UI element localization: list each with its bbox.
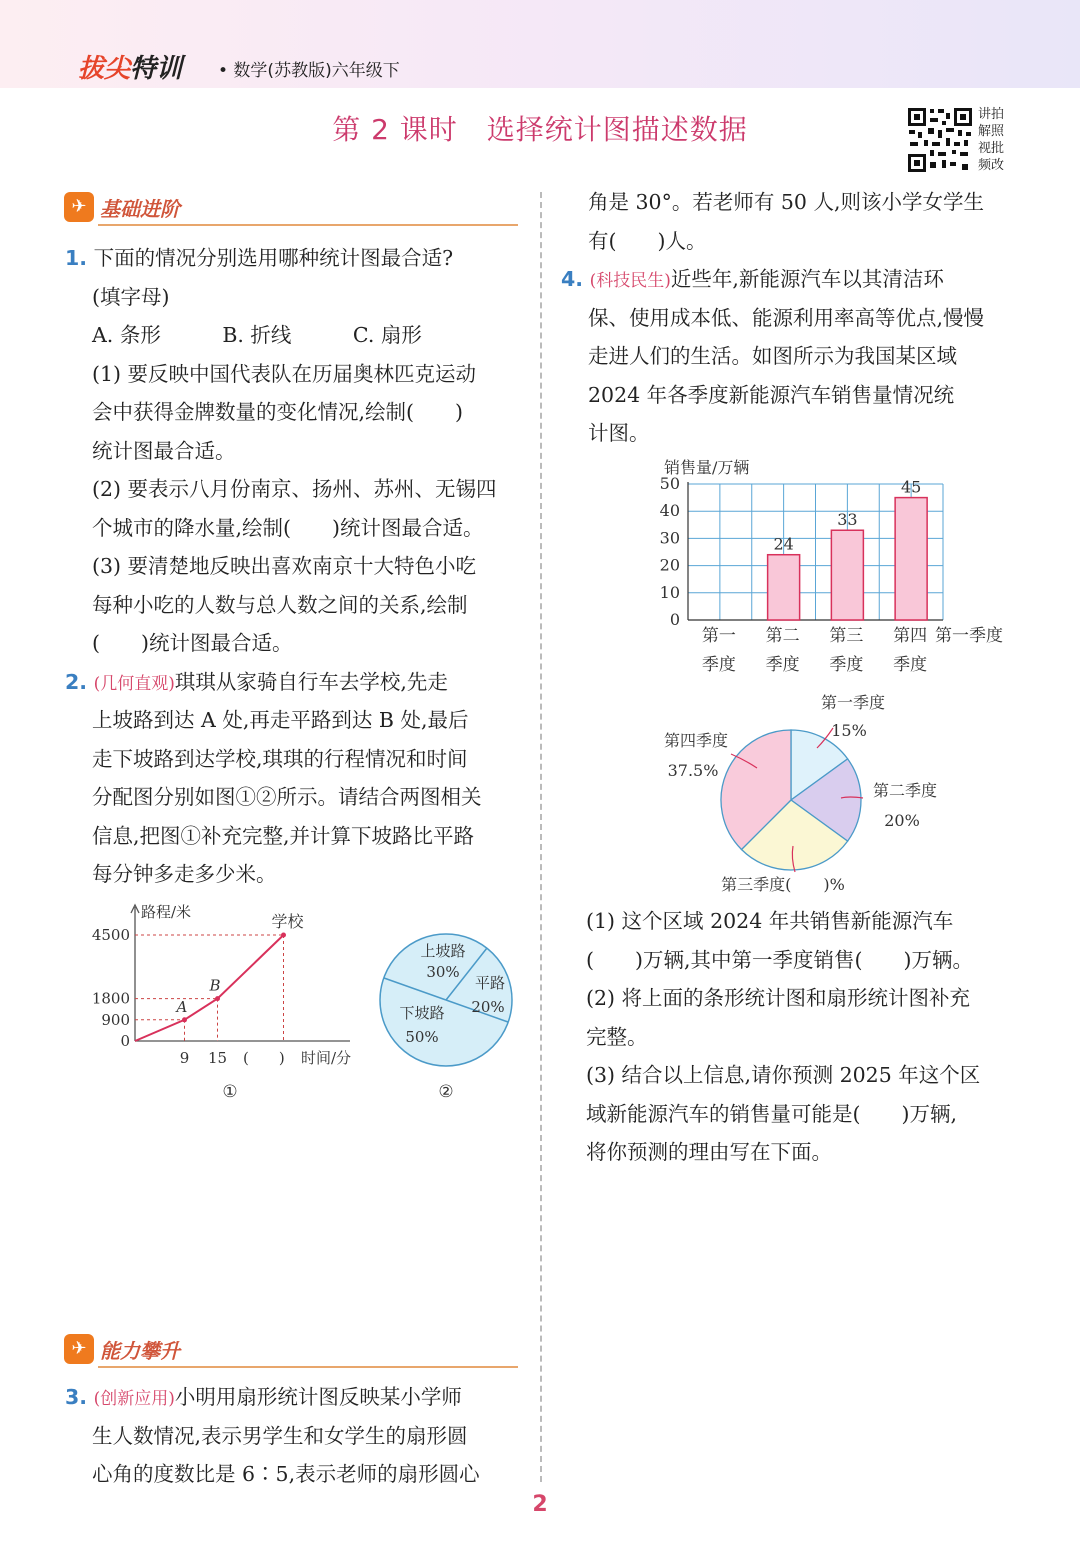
line-text: 生人数情况,表示男学生和女学生的扇形圆 <box>92 1423 468 1448</box>
figure-caption: ② <box>438 1082 454 1102</box>
text-line <box>92 855 277 893</box>
figure-caption: ① <box>222 1082 238 1102</box>
line-text: 2024 年各季度新能源汽车销售量情况统 <box>588 382 955 407</box>
figure-2-pie-chart <box>372 920 522 1105</box>
page-number: 2 <box>532 1492 548 1517</box>
text-line <box>588 222 707 260</box>
text-line <box>588 337 957 375</box>
question-tag: (创新应用) <box>93 1389 175 1409</box>
line-text: 琪琪从家骑自行车去学校,先走 <box>174 669 448 694</box>
text-line <box>586 1018 648 1056</box>
y-tick-label: 50 <box>659 474 680 493</box>
text-line <box>92 509 484 547</box>
text-line <box>586 1133 832 1171</box>
qr-code-icon[interactable] <box>906 106 974 174</box>
text-line <box>561 260 944 300</box>
line-text: 每种小吃的人数与总人数之间的关系,绘制 <box>92 592 468 617</box>
y-tick-label: 0 <box>120 1032 130 1050</box>
line-text: 保、使用成本低、能源利用率高等优点,慢慢 <box>588 305 985 330</box>
slice-label: 第四季度 <box>663 731 729 750</box>
question-number: 2. <box>65 669 88 694</box>
line-text: 角是 30°。若老师有 50 人,则该小学女学生 <box>588 190 984 214</box>
y-tick-label: 30 <box>659 528 680 548</box>
line-text: A. 条形 B. 折线 C. 扇形 <box>92 323 422 347</box>
data-point <box>281 933 286 938</box>
line-text: 有( )人。 <box>588 228 707 253</box>
text-line <box>586 979 970 1017</box>
qr-label: 讲拍 解照 视批 频改 <box>978 107 1005 173</box>
text-line <box>588 183 984 221</box>
line-text: 走下坡路到达学校,琪琪的行程情况和时间 <box>92 746 468 771</box>
x-tick-label: 第三 <box>829 626 864 646</box>
line-text: 个城市的降水量,绘制( )统计图最合适。 <box>92 515 484 540</box>
text-line <box>588 376 954 414</box>
section-advanced <box>64 1334 519 1374</box>
text-line <box>586 1056 980 1094</box>
line-text: 域新能源汽车的销售量可能是( )万辆, <box>586 1101 958 1126</box>
slice-value: 20% <box>471 998 505 1016</box>
x-tick-label: 第四 <box>893 626 928 646</box>
text-line <box>588 299 984 337</box>
figure-1-line-chart <box>70 895 390 1105</box>
page-title: 第 2 课时 选择统计图描述数据 <box>332 113 748 146</box>
section-basic <box>64 192 519 232</box>
y-tick-label: 900 <box>101 1010 130 1029</box>
line-text: 心角的度数比是 6∶5,表示老师的扇形圆心 <box>92 1462 480 1486</box>
slice-value: 20% <box>884 811 920 830</box>
slice-value: 37.5% <box>667 761 719 780</box>
question-number: 3. <box>65 1385 88 1409</box>
slice-label: 第二季度 <box>872 781 938 800</box>
line-text: (2) 将上面的条形统计图和扇形统计图补充 <box>586 986 971 1010</box>
slice-label: 第一季度 <box>820 693 886 712</box>
x-tick-label: 季度 <box>701 655 736 675</box>
line-text: 计图。 <box>588 421 650 445</box>
line-text: 下面的情况分别选用哪种统计图最合适? <box>93 246 454 270</box>
bar <box>831 530 863 620</box>
text-line <box>586 902 953 940</box>
line-text: 上坡路到达 A 处,再走平路到达 B 处,最后 <box>92 708 469 732</box>
text-line <box>92 1455 480 1493</box>
bar-value-label: 33 <box>837 510 858 530</box>
line-text: 近些年,新能源汽车以其清洁环 <box>670 267 944 291</box>
line-text: ( )统计图最合适。 <box>92 631 293 655</box>
data-point <box>182 1017 187 1022</box>
text-line <box>92 701 468 739</box>
slice-label: 平路 <box>474 974 506 992</box>
line-text: 会中获得金牌数量的变化情况,绘制( ) <box>92 400 464 424</box>
runner-icon: ✈ <box>64 1334 94 1364</box>
line-text: 每分钟多走多少米。 <box>92 862 277 886</box>
line-text: 小明用扇形统计图反映某小学师 <box>174 1385 462 1409</box>
x-tick-label: 季度 <box>893 655 928 675</box>
section-underline <box>98 1366 518 1368</box>
line-text: (3) 结合以上信息,请你预测 2025 年这个区 <box>586 1063 981 1087</box>
slice-label: 上坡路 <box>420 942 466 960</box>
line-text: 分配图分别如图①②所示。请结合两图相关 <box>92 785 482 809</box>
bar <box>895 498 927 620</box>
y-tick-label: 4500 <box>91 926 130 944</box>
text-line <box>92 624 293 662</box>
column-divider <box>540 192 542 1482</box>
x-tick-label: 季度 <box>829 655 864 675</box>
bar-value-label: 24 <box>773 534 794 554</box>
line-text: 统计图最合适。 <box>92 438 236 463</box>
question-tag: (几何直观) <box>93 673 175 694</box>
text-line <box>92 278 170 316</box>
line-text: (1) 这个区域 2024 年共销售新能源汽车 <box>586 909 954 933</box>
text-line <box>65 663 448 703</box>
question-number: 4. <box>561 267 584 291</box>
line-text: 完整。 <box>586 1024 648 1049</box>
text-line <box>65 239 453 277</box>
text-line <box>92 393 463 431</box>
slice-value: 30% <box>426 963 460 981</box>
point-label: B <box>209 976 221 995</box>
point-label: 学校 <box>271 912 304 931</box>
text-line <box>92 432 236 470</box>
book-subject: • 数学(苏教版)六年级下 <box>218 61 400 81</box>
text-line <box>588 414 650 452</box>
text-line <box>92 740 468 778</box>
x-axis-label: 第一季度 <box>935 626 1003 646</box>
text-line <box>92 547 476 585</box>
line-text: 信息,把图①补充完整,并计算下坡路比平路 <box>92 823 475 848</box>
x-tick-label: 季度 <box>765 655 800 675</box>
brand-part-a: 拔尖 <box>78 54 131 84</box>
text-line <box>586 941 973 979</box>
x-tick-label: 15 <box>207 1049 228 1067</box>
line-text: 走进人们的生活。如图所示为我国某区域 <box>588 344 957 368</box>
bar-value-label: 45 <box>900 477 922 497</box>
line-text: (3) 要清楚地反映出喜欢南京十大特色小吃 <box>92 554 477 578</box>
text-line <box>65 1378 462 1418</box>
y-tick-label: 20 <box>659 555 680 575</box>
runner-icon: ✈ <box>64 192 94 222</box>
bar <box>768 555 800 620</box>
text-line <box>92 778 482 816</box>
brand-part-b: 特训 <box>130 54 183 84</box>
y-tick-label: 0 <box>669 610 680 629</box>
y-tick-label: 40 <box>659 501 680 521</box>
line-text: 将你预测的理由写在下面。 <box>586 1140 832 1164</box>
text-line <box>586 1095 957 1133</box>
slice-value: 15% <box>831 721 867 740</box>
y-axis-label: 路程/米 <box>141 903 192 921</box>
section-advanced-title: 能力攀升 <box>100 1339 180 1363</box>
question-number: 1. <box>65 246 88 270</box>
sales-bar-chart <box>620 452 1003 684</box>
x-tick-label: 9 <box>179 1049 190 1067</box>
text-line <box>92 355 476 393</box>
x-tick-label: 第二 <box>765 626 800 646</box>
slice-label: 下坡路 <box>399 1004 445 1022</box>
brand-logo <box>78 48 182 85</box>
text-line <box>92 316 422 354</box>
line-text: (填字母) <box>92 284 170 309</box>
y-axis-label: 销售量/万辆 <box>664 458 750 477</box>
section-underline <box>98 224 518 226</box>
y-tick-label: 1800 <box>91 989 130 1008</box>
x-tick-label: 第一 <box>701 626 736 646</box>
text-line <box>92 586 468 624</box>
question-tag: (科技民生) <box>589 271 671 291</box>
point-label: A <box>176 997 188 1016</box>
text-line <box>92 470 497 508</box>
data-point <box>215 996 220 1001</box>
text-line <box>92 817 474 855</box>
slice-value: 50% <box>405 1028 439 1046</box>
line-text: (1) 要反映中国代表队在历届奥林匹克运动 <box>92 361 477 386</box>
line-text: (2) 要表示八月份南京、扬州、苏州、无锡四 <box>92 477 497 501</box>
y-tick-label: 10 <box>659 582 680 602</box>
x-blank: ( ) <box>243 1049 285 1067</box>
line-text: ( )万辆,其中第一季度销售( )万辆。 <box>586 947 974 972</box>
x-axis-label: 时间/分 <box>301 1049 352 1067</box>
section-basic-title: 基础进阶 <box>100 197 180 221</box>
sales-pie-chart <box>640 684 960 899</box>
slice-label: 第三季度( )% <box>721 875 845 894</box>
text-line <box>92 1417 468 1455</box>
